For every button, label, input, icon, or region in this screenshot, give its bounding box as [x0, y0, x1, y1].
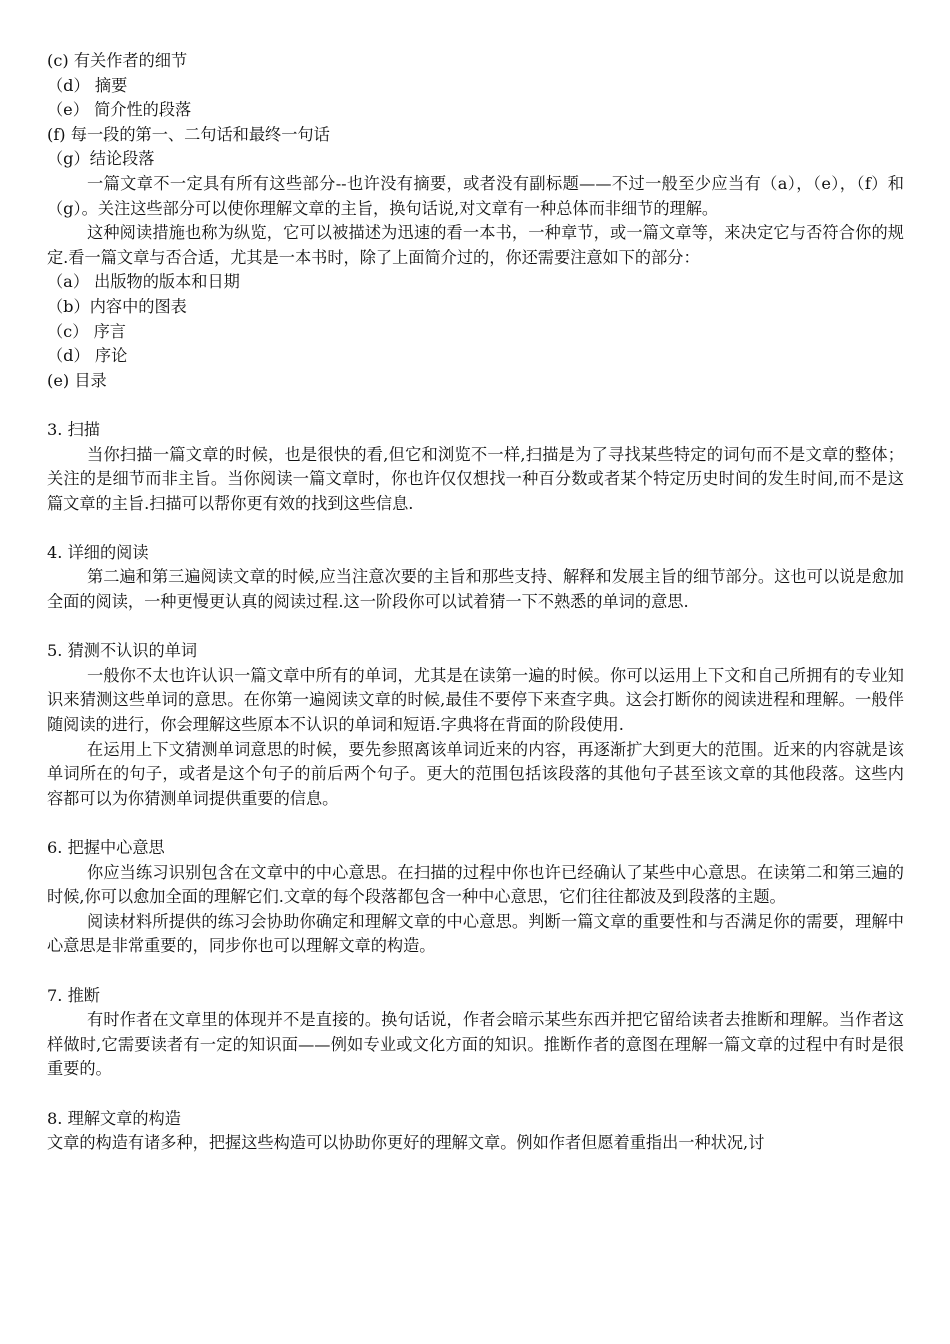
paragraph: 阅读材料所提供的练习会协助你确定和理解文章的中心意思。判断一篇文章的重要性和与否满足你的需要，理解中心意思是非常重要的，同步你也可以理解文章的构造。	[47, 911, 904, 956]
section-heading: 8. 理解文章的构造	[47, 1108, 181, 1128]
paragraph: 有时作者在文章里的体现并不是直接的。换句话说，作者会暗示某些东西并把它留给读者去推断和理解。当作者这样做时,它需要读者有一定的知识面——例如专业或文化方面的知识。推断作者的意图在理解一篇文章的过程中有时是很重要的。	[47, 1010, 904, 1079]
list-item: （e） 简介性的段落	[47, 100, 192, 120]
list-item: （d） 摘要	[47, 75, 128, 95]
section-heading: 5. 猜测不认识的单词	[47, 641, 198, 661]
list-item: （b）内容中的图表	[47, 296, 187, 316]
section-heading: 3. 扫描	[47, 419, 100, 439]
list-item: (c) 有关作者的细节	[47, 51, 188, 70]
paragraph: 在运用上下文猜测单词意思的时候，要先参照离该单词近来的内容，再逐渐扩大到更大的范围。近来的内容就是该单词所在的句子，或者是这个句子的前后两个句子。更大的范围包括该段落的其他句子甚至该文章的其他段落。这些内容都可以为你猜测单词提供重要的信息。	[47, 739, 904, 808]
section-heading: 6. 把握中心意思	[47, 838, 165, 857]
paragraph: 你应当练习识别包含在文章中的中心意思。在扫描的过程中你也许已经确认了某些中心意思。在读第二和第三遍的时候,你可以愈加全面的理解它们.文章的每个段落都包含一种中心意思，它们往往都波及到段落的主题。	[47, 862, 904, 907]
list-item: （c） 序言	[47, 321, 126, 341]
paragraph: 第二遍和第三遍阅读文章的时候,应当注意次要的主旨和那些支持、解释和发展主旨的细节部分。这也可以说是愈加全面的阅读，一种更慢更认真的阅读过程.这一阶段你可以试着猜一下不熟悉的单词的意思.	[47, 567, 904, 612]
paragraph: 一篇文章不一定具有所有这些部分--也许没有摘要，或者没有副标题——不过一般至少应当有（a），（e），（f）和（g）。关注这些部分可以使你理解文章的主旨，换句话说,对文章有一种总体而非细节的理解。	[47, 173, 904, 218]
section-heading: 7. 推断	[47, 985, 100, 1005]
paragraph: 文章的构造有诸多种，把握这些构造可以协助你更好的理解文章。例如作者但愿着重指出一种状况,讨	[47, 1133, 765, 1153]
paragraph: 一般你不太也许认识一篇文章中所有的单词，尤其是在读第一遍的时候。你可以运用上下文和自己所拥有的专业知识来猜测这些单词的意思。在你第一遍阅读文章的时候,最佳不要停下来查字典。这会打断你的阅读进程和理解。一般伴随阅读的进行，你会理解这些原本不认识的单词和短语.字典将在背面的阶段使用.	[47, 665, 904, 735]
list-item: (f) 每一段的第一、二句话和最终一句话	[47, 124, 330, 144]
section-heading: 4. 详细的阅读	[47, 542, 149, 562]
list-item: （a） 出版物的版本和日期	[47, 272, 240, 292]
list-item: （g）结论段落	[47, 149, 155, 169]
list-2	[47, 270, 904, 393]
list-1	[47, 49, 904, 172]
paragraph: 这种阅读措施也称为纵览，它可以被描述为迅速的看一本书，一种章节，或一篇文章等，来决定它与否符合你的规定.看一篇文章与否合适，尤其是一本书时，除了上面简介过的，你还需要注意如下的部分：	[47, 223, 904, 267]
list-item: （d） 序论	[47, 346, 128, 366]
paragraph: 当你扫描一篇文章的时候，也是很快的看,但它和浏览不一样,扫描是为了寻找某些特定的词句而不是文章的整体；关注的是细节而非主旨。当你阅读一篇文章时，你也许仅仅想找一种百分数或者某个特定历史时间的发生时间,而不是这篇文章的主旨.扫描可以帮你更有效的找到这些信息.	[47, 444, 904, 513]
list-item: (e) 目录	[47, 370, 107, 390]
